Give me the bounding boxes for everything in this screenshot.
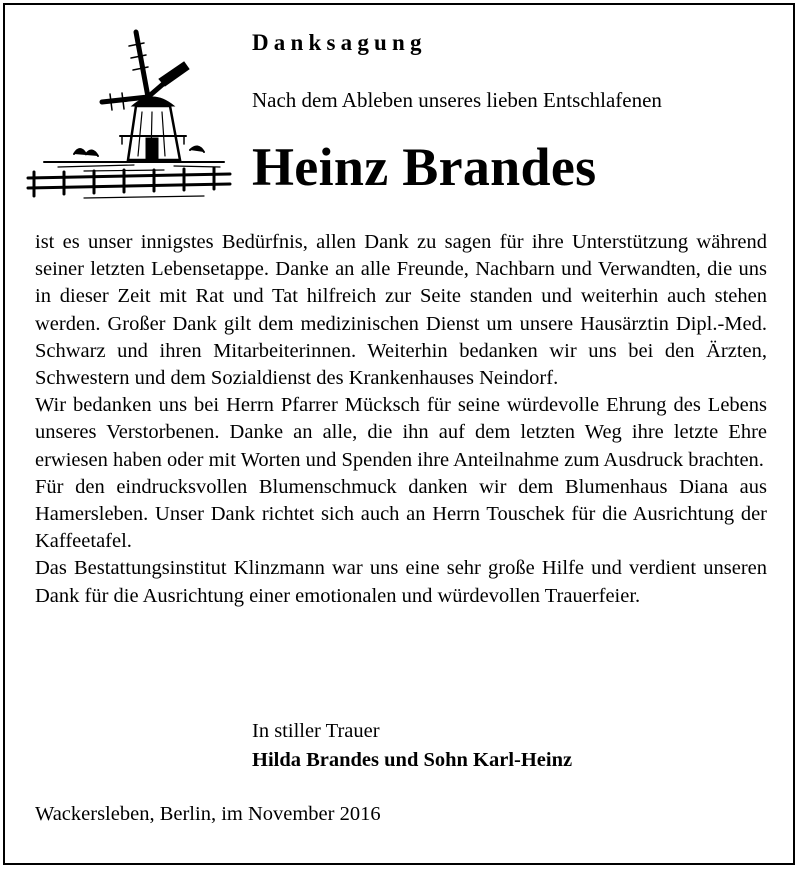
notice-intro: Nach dem Ableben unseres lieben Entschlafenen — [252, 88, 662, 112]
paragraph: ist es unser innigstes Bedürfnis, allen Dank zu sagen für ihre Unterstützung während seiner letzten Lebensetappe. Danke an alle Freunde, Nachbarn und Verwandten, die uns in dieser Zeit mit Rat und Tat hilfreich zur Seite standen und weiterhin auch stehen werden. Großer Dank gilt dem medizinischen Dienst um unsere Hausärztin Dipl.-Med. Schwarz und ihren Mitarbeiterinnen. Weiterhin bedanken wir uns bei den Ärzten, Schwestern und dem Sozialdienst des Krankenhauses Neindorf. — [35, 231, 767, 390]
closing-line: In stiller Trauer — [252, 720, 380, 742]
notice-heading: Danksagung — [252, 30, 427, 55]
paragraph: Für den eindrucksvollen Blumenschmuck danken wir dem Blumenhaus Diana aus Hamersleben. Unser Dank richtet sich auch an Herrn Touschek für die Ausrichtung der Kaffeetafel. — [35, 475, 767, 553]
windmill-icon — [24, 24, 234, 202]
signatories: Hilda Brandes und Sohn Karl-Heinz — [252, 749, 573, 771]
notice-body — [35, 229, 767, 610]
paragraph: Wir bedanken uns bei Herrn Pfarrer Mücksch für seine würdevolle Ehrung des Lebens unseres Verstorbenen. Danke an alle, die ihn auf dem letzten Weg ihre letzte Ehre erwiesen haben oder mit Worten und Spenden ihre Anteilnahme zum Ausdruck brachten. — [35, 394, 767, 471]
place-date: Wackersleben, Berlin, im November 2016 — [35, 803, 381, 825]
deceased-name: Heinz Brandes — [252, 137, 597, 197]
paragraph: Das Bestattungsinstitut Klinzmann war uns eine sehr große Hilfe und verdient unseren Dank für die Ausrichtung einer emotionalen und würdevollen Trauerfeier. — [35, 557, 767, 607]
